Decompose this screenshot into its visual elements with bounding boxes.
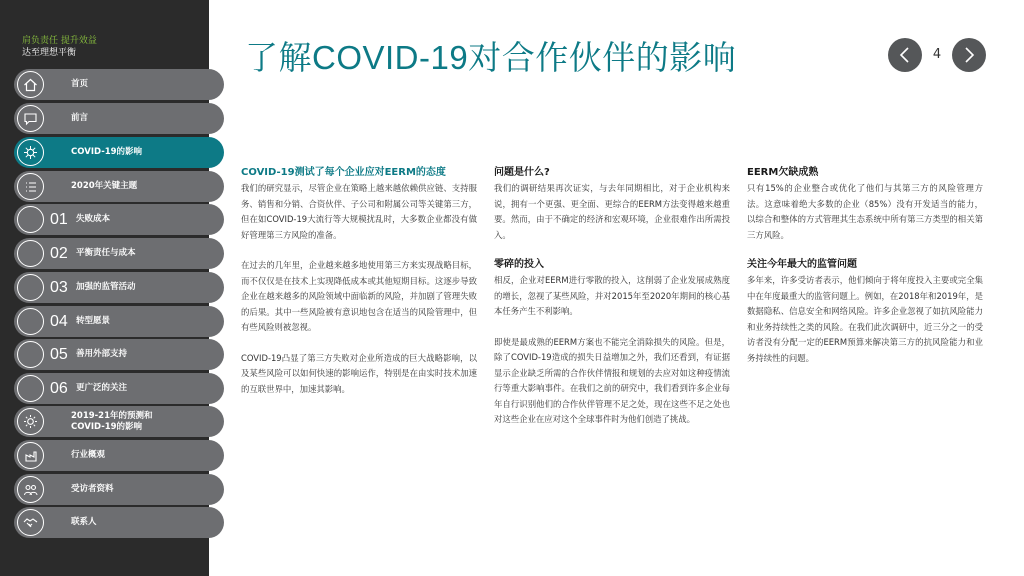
sidebar-item-label: 失败成本 xyxy=(76,214,111,224)
section-heading: 零碎的投入 xyxy=(494,259,544,270)
sidebar-item-label: 行业概观 xyxy=(71,450,106,460)
sidebar-item-03[interactable] xyxy=(14,272,224,303)
sidebar-item-label: 更广泛的关注 xyxy=(76,383,128,393)
item-bullet-icon xyxy=(17,375,44,402)
section-heading: COVID-19测试了每个企业应对EERM的态度 xyxy=(241,167,446,178)
sidebar-item-home[interactable] xyxy=(14,69,224,100)
sidebar-item-contacts[interactable] xyxy=(14,507,224,538)
sidebar-item-02[interactable] xyxy=(14,238,224,269)
sidebar-item-label: 受访者资料 xyxy=(71,484,114,494)
sidebar-item-label: 前言 xyxy=(71,113,89,123)
brand-tagline-2: 达至理想平衡 xyxy=(22,48,77,58)
page-title: 了解COVID-19对合作伙伴的影响 xyxy=(245,39,737,76)
body-paragraph: 相反，企业对EERM进行零散的投入，这削弱了企业发展成熟度的增长，忽视了某些风险，并对2015年至2020年期间的核心基本任务产生不利影响。 xyxy=(494,275,730,316)
prev-page-button[interactable] xyxy=(888,38,922,72)
sidebar-item-label: 2020年关键主题 xyxy=(71,181,138,191)
column-1 xyxy=(241,166,477,412)
body-paragraph: COVID-19凸显了第三方失败对企业所造成的巨大战略影响，以及某些风险可以如何快速的影响运作，特别是在由实时技术加速的互联世界中，加速其影响。 xyxy=(241,352,477,394)
brand-block xyxy=(22,35,97,59)
item-number: 03 xyxy=(50,278,68,296)
people-icon xyxy=(17,476,44,503)
page-number: 4 xyxy=(932,47,942,62)
sidebar-item-industry[interactable] xyxy=(14,440,224,471)
item-bullet-icon xyxy=(17,206,44,233)
section-heading: 关注今年最大的监管问题 xyxy=(747,259,857,270)
body-paragraph: 只有15%的企业整合或优化了他们与其第三方的风险管理方法。这意味着绝大多数的企业（85%）没有开发适当的能力，以综合和整体的方式管理其生态系统中所有第三方类型的相关第三方风险。 xyxy=(747,183,983,240)
home-icon xyxy=(17,71,44,98)
sidebar-item-04[interactable] xyxy=(14,306,224,337)
item-bullet-icon xyxy=(17,341,44,368)
body-paragraph: 我们的调研结果再次证实，与去年同期相比，对于企业机构来说，拥有一个更强、更全面、更综合的EERM方法变得越来越重要。然而，由于不确定的经济和宏观环境，企业很难作出所需投入。 xyxy=(494,183,730,240)
item-number: 04 xyxy=(50,312,68,330)
brand-tagline-1: 肩负责任 提升效益 xyxy=(22,36,97,46)
factory-icon xyxy=(17,442,44,469)
sidebar-item-label: 平衡责任与成本 xyxy=(76,248,136,258)
next-page-button[interactable] xyxy=(952,38,986,72)
item-bullet-icon xyxy=(17,308,44,335)
item-bullet-icon xyxy=(17,274,44,301)
forecast-label-line-2: COVID-19的影响 xyxy=(71,421,143,432)
chevron-right-icon xyxy=(962,46,976,64)
item-number: 05 xyxy=(50,345,68,363)
sidebar-item-key-themes[interactable] xyxy=(14,171,224,202)
item-bullet-icon xyxy=(17,240,44,267)
handshake-icon xyxy=(17,509,44,536)
section-heading: 问题是什么? xyxy=(494,167,550,178)
sidebar-item-label: 联系人 xyxy=(71,517,97,527)
item-number: 06 xyxy=(50,379,68,397)
body-paragraph: 我们的研究显示，尽管企业在策略上越来越依赖供应链、支持服务、销售和分销、合资伙伴、子公司和附属公司等关键第三方，但在如COVID-19大流行等大规模扰乱时，大多数企业都没有做好管理第三方风险的准备。 xyxy=(241,183,477,240)
sidebar-item-01[interactable] xyxy=(14,204,224,235)
forecast-label-line-1: 2019-21年的预测和 xyxy=(71,410,153,421)
sidebar-item-label xyxy=(71,411,153,433)
sidebar-item-respondents[interactable] xyxy=(14,474,224,505)
body-paragraph: 在过去的几年里，企业越来越多地使用第三方来实现战略目标，而不仅仅是在技术上实现降低成本或其他短期目标。这逐步导致企业在越来越多的风险领域中面临新的风险，并加剧了管理失败的后果。其中一些风险被有意识地包含在适当的风险管理中，但有些风险则被忽视。 xyxy=(241,260,477,332)
virus-icon xyxy=(17,139,44,166)
chevron-left-icon xyxy=(898,46,912,64)
body-paragraph: 多年来，许多受访者表示，他们倾向于将年度投入主要或完全集中在年度最重大的监管问题上。例如，在2018年和2019年，是数据隐私、信息安全和网络风险。许多企业忽视了如抗风险能力和业务持续性之类的风险。在我们此次调研中，近三分之一的受访者没有分配一定的EERM预算来解决第三方的抗风险能力和业务持续性的问题。 xyxy=(747,275,983,363)
column-3 xyxy=(747,166,983,381)
sidebar-item-forecast[interactable] xyxy=(14,406,224,437)
sidebar-item-label: COVID-19的影响 xyxy=(71,147,143,157)
sidebar-item-label: 首页 xyxy=(71,79,89,89)
sidebar-item-covid-impact[interactable] xyxy=(14,137,224,168)
body-paragraph: 即使是最成熟的EERM方案也不能完全消除损失的风险。但是，除了COVID-19造成的损失日益增加之外，我们还看到，有证据显示企业缺乏所需的合作伙伴情报和规划的去应对如这种疫情流行等重大影响事件。在我们之前的研究中，我们看到许多企业每年自行识别他们的合作伙伴管理不足之处，现在这些不足之处也对这些企业在应对这个全球事件时为他们创造了挑战。 xyxy=(494,336,730,424)
column-2 xyxy=(494,166,730,443)
item-number: 01 xyxy=(50,210,68,228)
sidebar-item-label: 转型愿景 xyxy=(76,316,111,326)
sun-icon xyxy=(17,408,44,435)
section-heading: EERM欠缺成熟 xyxy=(747,167,819,178)
pager xyxy=(888,38,986,72)
sidebar-item-06[interactable] xyxy=(14,373,224,404)
speech-bubble-icon xyxy=(17,105,44,132)
sidebar-item-05[interactable] xyxy=(14,339,224,370)
sidebar-item-label: 善用外部支持 xyxy=(76,349,128,359)
sidebar-item-label: 加强的监管活动 xyxy=(76,282,136,292)
item-number: 02 xyxy=(50,244,68,262)
list-icon xyxy=(17,173,44,200)
sidebar-item-foreword[interactable] xyxy=(14,103,224,134)
